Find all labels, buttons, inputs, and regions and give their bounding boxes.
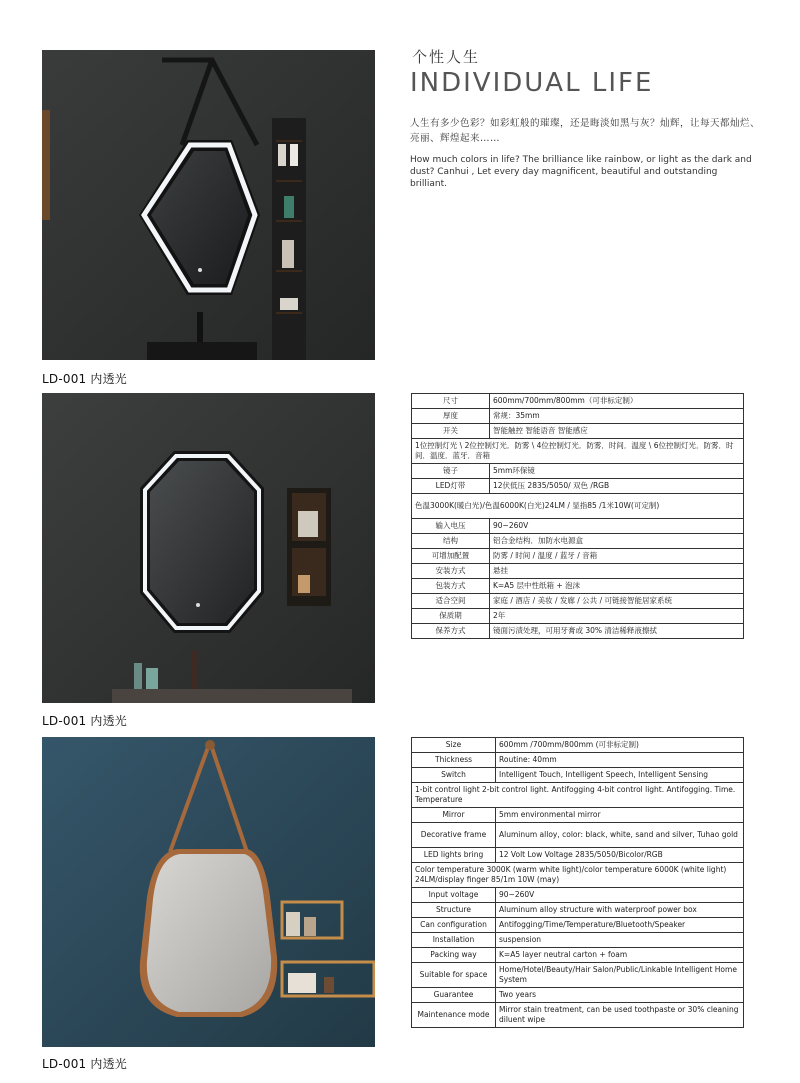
intro-paragraph-cn: 人生有多少色彩？如彩虹般的璀璨，还是晦淡如黑与灰？灿辉，让每天都灿烂、亮丽、辉煌起来……	[410, 118, 761, 144]
spec-value: 5mm environmental mirror	[496, 808, 744, 823]
table-row	[412, 609, 744, 624]
table-row	[412, 479, 744, 494]
table-row	[412, 848, 744, 863]
spec-label: Thickness	[412, 753, 496, 768]
table-row	[412, 823, 744, 848]
intro-title-en: INDIVIDUAL LIFE	[410, 68, 654, 98]
spec-value: K=A5 layer neutral carton + foam	[496, 948, 744, 963]
spec-value: suspension	[496, 933, 744, 948]
spec-label: 适合空间	[412, 594, 490, 609]
product-caption: LD-001 内透光	[42, 1057, 127, 1071]
product-caption: LD-001 内透光	[42, 714, 127, 728]
spec-value: Aluminum alloy structure with waterproof power box	[496, 903, 744, 918]
spec-label: 保养方式	[412, 624, 490, 639]
spec-table-en	[411, 737, 744, 1028]
spec-label: Switch	[412, 768, 496, 783]
table-row	[412, 394, 744, 409]
spec-value: Two years	[496, 988, 744, 1003]
table-row	[412, 409, 744, 424]
intro-title-cn: 个性人生	[412, 48, 481, 66]
spec-label: Size	[412, 738, 496, 753]
table-row	[412, 888, 744, 903]
spec-label: 保质期	[412, 609, 490, 624]
spec-value: 铝合金结构．加防水电源盒	[490, 534, 744, 549]
table-row	[412, 918, 744, 933]
spec-value: 悬挂	[490, 564, 744, 579]
spec-label: 厚度	[412, 409, 490, 424]
spec-value: Aluminum alloy, color: black, white, sand and silver, Tuhao gold	[496, 823, 744, 848]
table-row	[412, 579, 744, 594]
table-row	[412, 753, 744, 768]
spec-label: Guarantee	[412, 988, 496, 1003]
spec-label: Maintenance mode	[412, 1003, 496, 1028]
table-row	[412, 534, 744, 549]
spec-label: 可增加配置	[412, 549, 490, 564]
spec-table-cn	[411, 393, 744, 639]
spec-value: 90~260V	[490, 519, 744, 534]
octagon-mirror-illustration	[42, 393, 375, 703]
spec-label: 尺寸	[412, 394, 490, 409]
spec-label: LED lights bring	[412, 848, 496, 863]
spec-value: 600mm /700mm/800mm (可非标定制)	[496, 738, 744, 753]
spec-full-row: 色温3000K(暖白光)/色温6000K(白光)24LM / 显指85 /1米10W(可定制)	[412, 494, 744, 519]
spec-value: Mirror stain treatment, can be used toothpaste or 30% cleaning diluent wipe	[496, 1003, 744, 1028]
table-row	[412, 464, 744, 479]
spec-value: 600mm/700mm/800mm（可非标定制）	[490, 394, 744, 409]
table-row	[412, 903, 744, 918]
spec-full-row: 1位控制灯光 \ 2位控制灯光．防雾 \ 4位控制灯光．防雾．时间．温度 \ 6位控制灯光．防雾．时间．温度．蓝牙．音箱	[412, 439, 744, 464]
spec-value: K=A5 层中性纸箱 + 泡沫	[490, 579, 744, 594]
spec-full-row: Color temperature 3000K (warm white light)/color temperature 6000K (white light) 24LM/display finger 85/1m 10W (may)	[412, 863, 744, 888]
table-row	[412, 863, 744, 888]
spec-label: Suitable for space	[412, 963, 496, 988]
product-photo-pendant-mirror	[42, 737, 375, 1047]
table-row	[412, 988, 744, 1003]
table-row	[412, 594, 744, 609]
spec-label: 结构	[412, 534, 490, 549]
spec-label: 安装方式	[412, 564, 490, 579]
spec-value: Intelligent Touch, Intelligent Speech, Intelligent Sensing	[496, 768, 744, 783]
spec-label: Can configuration	[412, 918, 496, 933]
table-row	[412, 439, 744, 464]
spec-value: 防雾 / 时间 / 温度 / 蓝牙 / 音箱	[490, 549, 744, 564]
table-row	[412, 808, 744, 823]
intro-paragraph-en: How much colors in life? The brilliance like rainbow, or light as the dark and dust? Canhui , Let every day magnificent, beautiful and outstanding brilliant.	[410, 155, 752, 189]
spec-label: Mirror	[412, 808, 496, 823]
table-row	[412, 783, 744, 808]
table-row	[412, 933, 744, 948]
spec-value: 镜面污渍处理，可用牙膏或 30% 清洁稀释液擦拭	[490, 624, 744, 639]
table-row	[412, 624, 744, 639]
table-row	[412, 963, 744, 988]
spec-label: Structure	[412, 903, 496, 918]
hexagon-mirror-illustration	[42, 50, 375, 360]
spec-label: 镜子	[412, 464, 490, 479]
spec-label: 输入电压	[412, 519, 490, 534]
table-row	[412, 519, 744, 534]
table-row	[412, 738, 744, 753]
spec-label: LED灯带	[412, 479, 490, 494]
product-photo-hexagon-mirror	[42, 50, 375, 360]
spec-value: 5mm环保镜	[490, 464, 744, 479]
pendant-mirror-illustration	[42, 737, 375, 1047]
spec-value: 智能触控 智能语音 智能感应	[490, 424, 744, 439]
spec-label: Packing way	[412, 948, 496, 963]
spec-value: Antifogging/Time/Temperature/Bluetooth/Speaker	[496, 918, 744, 933]
spec-value: 12伏低压 2835/5050/ 双色 /RGB	[490, 479, 744, 494]
table-row	[412, 768, 744, 783]
spec-value: 12 Volt Low Voltage 2835/5050/Bicolor/RGB	[496, 848, 744, 863]
spec-value: 90~260V	[496, 888, 744, 903]
table-row	[412, 1003, 744, 1028]
spec-label: 开关	[412, 424, 490, 439]
table-row	[412, 948, 744, 963]
spec-value: 常规：35mm	[490, 409, 744, 424]
product-photo-octagon-mirror	[42, 393, 375, 703]
table-row	[412, 494, 744, 519]
spec-full-row: 1-bit control light 2-bit control light. Antifogging 4-bit control light. Antifogging. Time. Temperature	[412, 783, 744, 808]
table-row	[412, 424, 744, 439]
table-row	[412, 549, 744, 564]
spec-label: Input voltage	[412, 888, 496, 903]
spec-value: 2年	[490, 609, 744, 624]
spec-label: 包装方式	[412, 579, 490, 594]
spec-label: Installation	[412, 933, 496, 948]
product-caption: LD-001 内透光	[42, 372, 127, 386]
spec-label: Decorative frame	[412, 823, 496, 848]
spec-value: 家庭 / 酒店 / 美妆 / 发廊 / 公共 / 可链接智能居家系统	[490, 594, 744, 609]
table-row	[412, 564, 744, 579]
spec-value: Home/Hotel/Beauty/Hair Salon/Public/Linkable Intelligent Home System	[496, 963, 744, 988]
spec-value: Routine: 40mm	[496, 753, 744, 768]
